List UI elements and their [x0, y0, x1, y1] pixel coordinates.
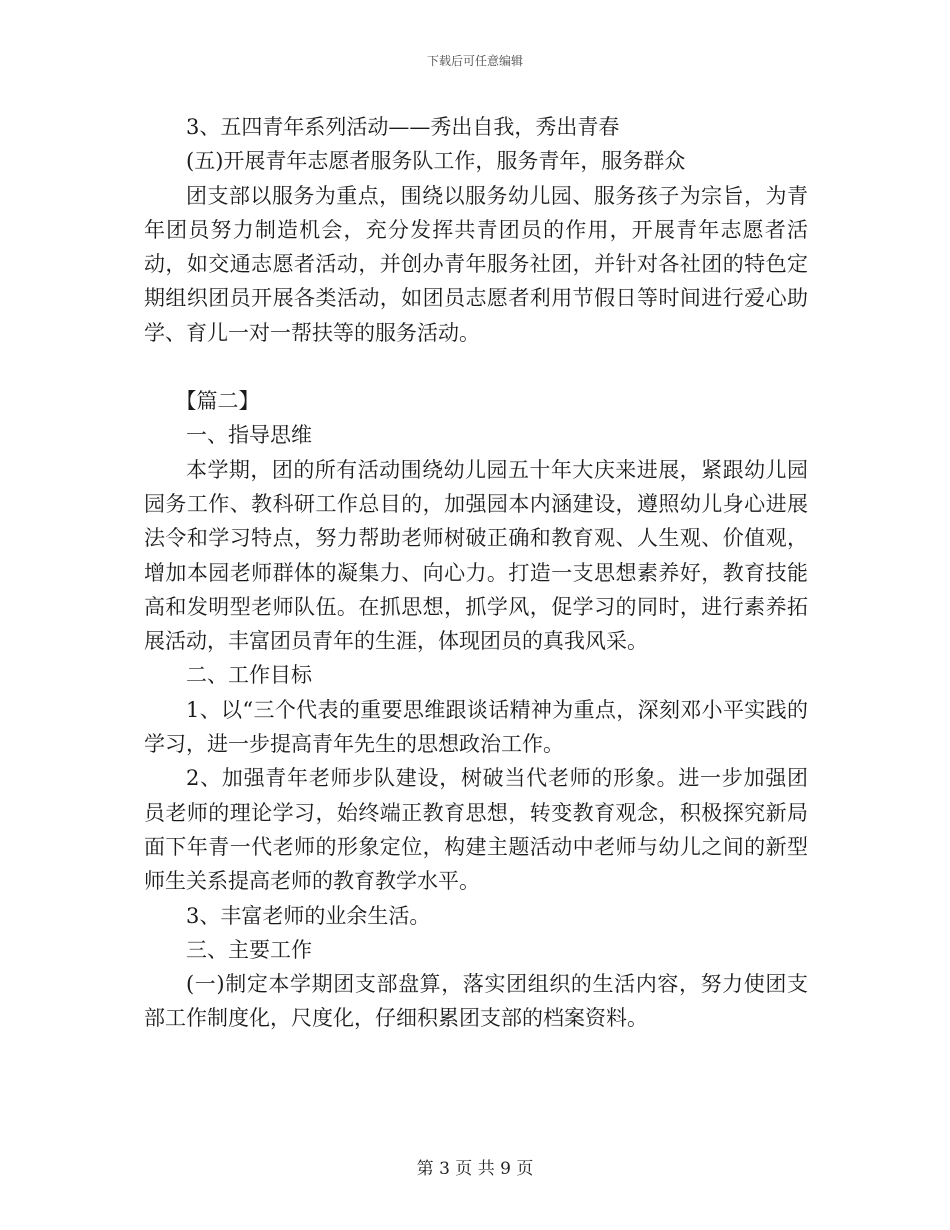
- paragraph-goal-3: 3、丰富老师的业余生活。: [186, 903, 431, 928]
- heading-main-work: 三、主要工作: [186, 937, 312, 962]
- paragraph-main-work-1: (一)制定本学期团支部盘算，落实团组织的生活内容，努力使团支部工作制度化，尺度化，仔细积累团支部的档案资料。: [144, 972, 808, 1031]
- paragraph-guiding-thought: 本学期，团的所有活动围绕幼儿园五十年大庆来进展，紧跟幼儿园园务工作、教科研工作总目的，加强园本内涵建设，遵照幼儿身心进展法令和学习特点，努力帮助老师树破正确和教育观、人生观、价值观，增加本园老师群体的凝集力、向心力。打造一支思想素养好，教育技能高和发明型老师队伍。在抓思想，抓学风，促学习的同时，进行素养拓展活动，丰富团员青年的生涯，体现团员的真我风采。: [144, 457, 808, 654]
- paragraph-activity-3: 3、五四青年系列活动——秀出自我，秀出青春: [186, 115, 620, 139]
- chapter-heading-part-two: 【篇二】: [175, 389, 260, 414]
- page-number-footer: 第 3 页 共 9 页: [416, 1159, 534, 1179]
- paragraph-section-5-heading: (五)开展青年志愿者服务队工作，服务青年，服务群众: [186, 149, 686, 174]
- page-header-note: 下载后可任意编辑: [426, 54, 523, 68]
- paragraph-goal-2: 2、加强青年老师步队建设，树破当代老师的形象。进一步加强团员老师的理论学习，始终端正教育思想，转变教育观念，积极探究新局面下年青一代老师的形象定位，构建主题活动中老师与幼儿之间的新型师生关系提高老师的教育教学水平。: [144, 766, 808, 894]
- paragraph-volunteer-service: 团支部以服务为重点，围绕以服务幼儿园、服务孩子为宗旨，为青年团员努力制造机会，充分发挥共青团员的作用，开展青年志愿者活动，如交通志愿者活动，并创办青年服务社团，并针对各社团的特色定期组织团员开展各类活动，如团员志愿者利用节假日等时间进行爱心助学、育儿一对一帮扶等的服务活动。: [144, 183, 808, 345]
- paragraph-goal-1: 1、以“三个代表的重要思维跟谈话精神为重点，深刻邓小平实践的学习，进一步提高青年先生的思想政治工作。: [144, 697, 808, 757]
- document-body: [144, 110, 808, 1036]
- heading-guiding-thought: 一、指导思维: [186, 423, 312, 448]
- heading-work-goals: 二、工作目标: [186, 663, 312, 688]
